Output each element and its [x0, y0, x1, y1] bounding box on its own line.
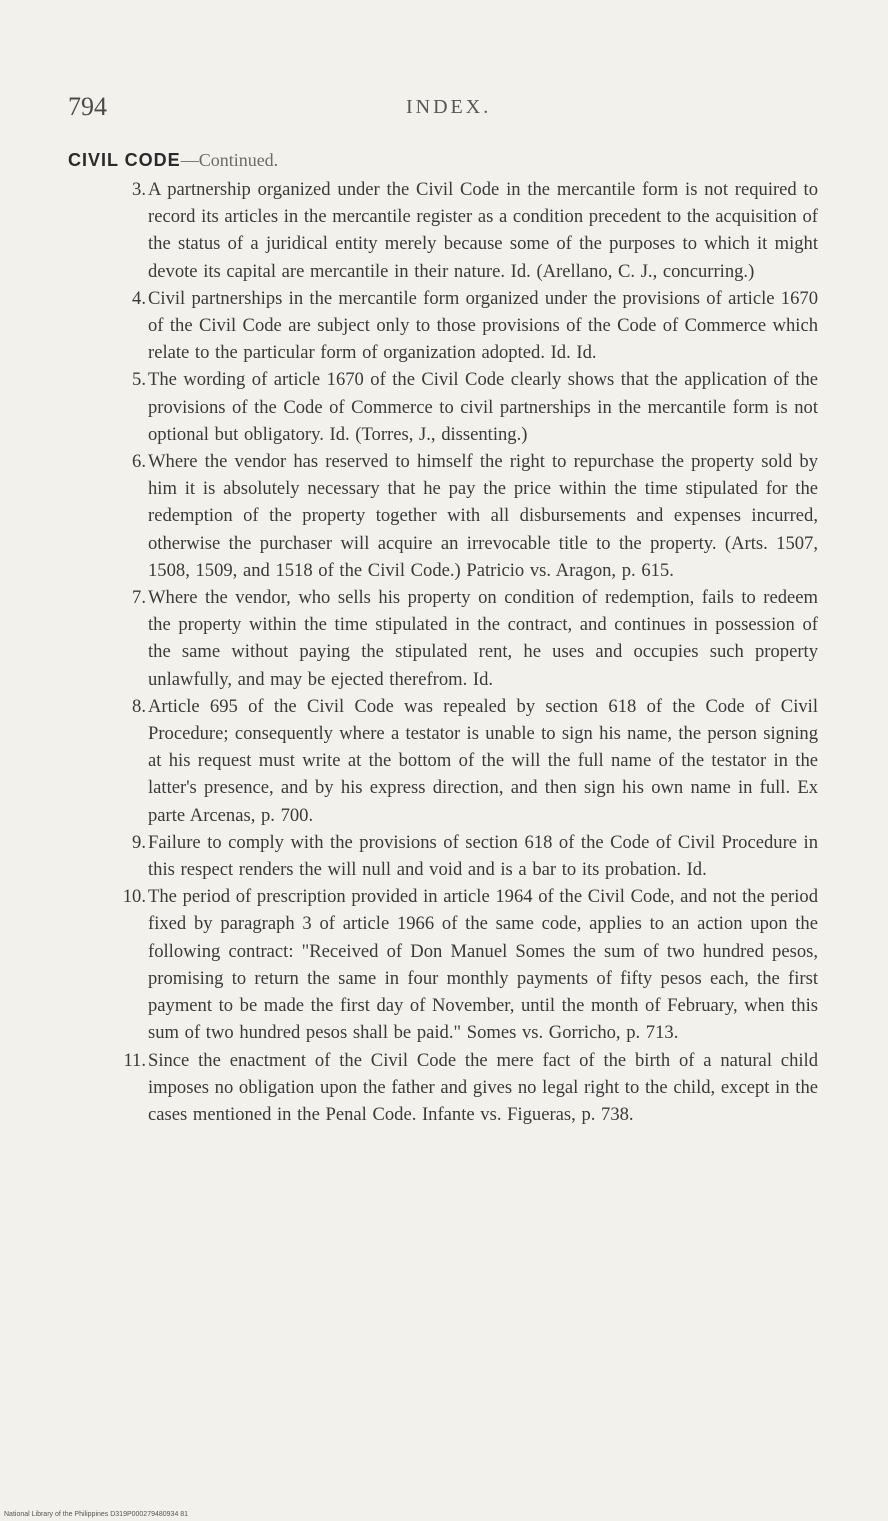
section-heading: [68, 150, 278, 171]
entry-number: 11.: [123, 1049, 146, 1071]
entry-text: Civil partnerships in the mercantile form organized under the provisions of article 1670 of the Civil Code are subject only to those provisions of the Code of Commerce which relate to the particular form of organization adopted. Id. Id.: [148, 287, 818, 364]
entry-text: The wording of article 1670 of the Civil Code clearly shows that the application of the provisions of the Code of Commerce to civil partnerships in the mercantile form is not optional but obligatory. Id. (Torres, J., dissenting.): [148, 369, 818, 445]
entry-text: Where the vendor, who sells his property on condition of redemption, fails to redeem the property within the time stipulated in the contract, and continues in possession of the same without paying the stipulated rent, he uses and occupies such property unlawfully, and may be ejected therefrom. Id.: [148, 587, 818, 690]
entry-number: 3.: [132, 179, 146, 200]
entry-text: Since the enactment of the Civil Code the mere fact of the birth of a natural child imposes no obligation upon the father and gives no legal right to the child, except in the cases mentioned in the Penal Code. Infante vs. Figueras, p. 738.: [148, 1049, 818, 1125]
section-continued: —Continued.: [180, 150, 279, 170]
entry-number: 4.: [132, 287, 146, 309]
index-entry: [88, 1047, 818, 1129]
index-entry: [88, 829, 818, 883]
index-entries: [88, 176, 818, 1128]
entry-text: Failure to comply with the provisions of section 618 of the Code of Civil Procedure in this respect renders the will null and void and is a bar to its probation. Id.: [148, 831, 818, 881]
scan-footer: National Library of the Philippines D319P000279480934 81: [4, 1511, 189, 1518]
page-header: [68, 92, 828, 132]
entry-number: 5.: [132, 369, 146, 391]
entry-text: Article 695 of the Civil Code was repealed by section 618 of the Code of Civil Procedure; consequently where a testator is unable to sign his name, the person signing at his request must write at the bottom of the will the full name of the testator in the latter's presence, and by his express direction, and then sign his own name in full. Ex parte Arcenas, p. 700.: [148, 695, 818, 826]
entry-number: 9.: [132, 831, 146, 853]
index-entry: [88, 285, 818, 367]
index-entry: [88, 883, 818, 1046]
index-entry: [88, 366, 818, 448]
index-entry: [88, 584, 818, 693]
entry-text: Where the vendor has reserved to himself the right to repurchase the property sold by him it is absolutely necessary that he pay the price within the time stipulated for the redemption of the property together with all disbursements and expenses incurred, otherwise the purchaser will acquire an irrevocable title to the property. (Arts. 1507, 1508, 1509, and 1518 of the Civil Code.) Patricio vs. Aragon, p. 615.: [148, 451, 818, 581]
entry-text: The period of prescription provided in article 1964 of the Civil Code, and not the period fixed by paragraph 3 of article 1966 of the same code, applies to an action upon the following contract: "Received of Don Manuel Somes the sum of two hundred pesos, promising to return the same in four monthly payments of fifty pesos each, the first payment to be made the first day of November, until the month of February, when this sum of two hundred pesos shall be paid." Somes vs. Gorricho, p. 713.: [148, 886, 818, 1044]
index-entry: [88, 693, 818, 829]
entry-number: 8.: [132, 695, 146, 717]
entry-text: A partnership organized under the Civil Code in the mercantile form is not required to record its articles in the mercantile register as a condition precedent to the acquisition of the status of a juridical entity merely because some of the purposes to which it might devote its capital are mercantile in their nature. Id. (Arellano, C. J., concurring.): [148, 179, 818, 282]
index-entry: [88, 176, 818, 285]
section-title: CIVIL CODE: [68, 150, 181, 170]
entry-number: 6.: [132, 451, 146, 473]
index-entry: [88, 448, 818, 584]
entry-number: 7.: [132, 587, 146, 609]
page-number: 794: [68, 92, 107, 121]
running-title: INDEX.: [406, 96, 492, 118]
entry-number: 10.: [122, 886, 146, 908]
